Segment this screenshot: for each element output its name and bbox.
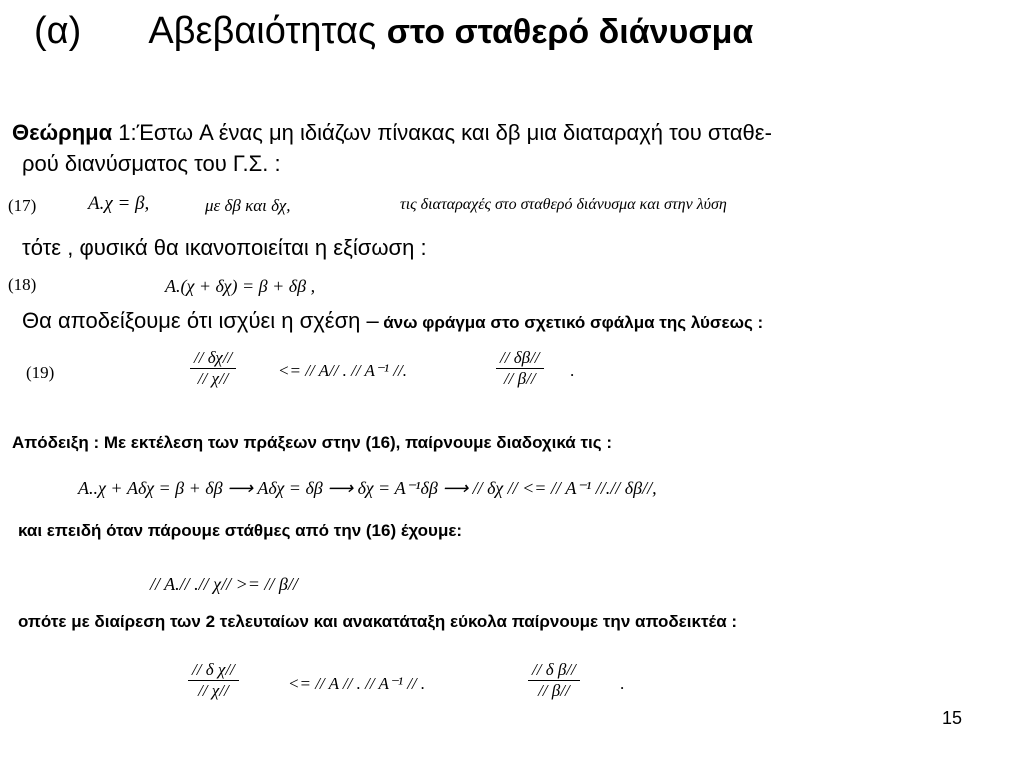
eq19-left-denominator: // χ//	[190, 368, 236, 389]
theorem-text-1: 1:Έστω A ένας μη ιδιάζων πίνακας και δβ μια διαταραχή του σταθε-	[112, 120, 772, 145]
eq18-number: (18)	[8, 275, 37, 294]
eq19-right-numerator: // δβ//	[500, 348, 540, 367]
norms-text: και επειδή όταν πάρουμε στάθμες από την (16) έχουμε:	[18, 521, 463, 540]
final-right-fraction	[528, 660, 580, 701]
eq17-desc: τις διαταραχές στο σταθερό διάνυσμα και στην λύση	[400, 196, 727, 213]
proof-chain: A..χ + Aδχ = β + δβ ⟶ Aδχ = δβ ⟶ δχ = A⁻¹δβ ⟶ // δχ // <= // A⁻¹ //.// δβ//,	[78, 478, 657, 498]
eq19-left-numerator: // δχ//	[194, 348, 233, 367]
prove-text: Θα αποδείξουμε ότι ισχύει η σχέση –	[22, 308, 379, 333]
eq17-lhs: A.χ = β,	[88, 193, 150, 214]
title-bold: στο σταθερό διάνυσμα	[386, 13, 754, 51]
prove-line	[22, 308, 763, 334]
final-left-denominator: // χ//	[188, 680, 239, 701]
division-text: οπότε με διαίρεση των 2 τελευταίων και ανακατάταξη εύκολα παίρνουμε την αποδεικτέα :	[18, 612, 738, 631]
final-end: .	[620, 674, 625, 693]
norm-inequality: // A.// .// χ// >= // β//	[150, 574, 298, 594]
theorem-line1	[12, 120, 772, 146]
eq17-mid: με δβ και δχ,	[205, 196, 291, 215]
eq17-number: (17)	[8, 196, 37, 215]
theorem-line2: ρού διανύσματος του Γ.Σ. :	[22, 151, 281, 176]
eq19-middle: <= // A// . // A⁻¹ //.	[278, 361, 407, 380]
prove-bold: άνω φράγμα στο σχετικό σφάλμα της λύσεως :	[383, 313, 764, 332]
eq19-right-fraction	[496, 348, 544, 389]
page-number: 15	[941, 708, 962, 728]
title-label: (α)	[34, 10, 82, 52]
eq19-end: .	[570, 361, 575, 380]
final-middle: <= // A // . // A⁻¹ // .	[288, 674, 426, 693]
then-text: τότε , φυσικά θα ικανοποιείται η εξίσωση :	[22, 235, 427, 260]
final-right-denominator: // β//	[528, 680, 580, 701]
eq19-right-denominator: // β//	[496, 368, 544, 389]
title-main: Αβεβαιότητας	[148, 10, 377, 52]
final-left-numerator: // δ χ//	[192, 660, 235, 679]
eq18-expr: A.(χ + δχ) = β + δβ ,	[165, 276, 316, 296]
theorem-label: Θεώρημα	[12, 120, 113, 145]
final-right-numerator: // δ β//	[532, 660, 576, 679]
eq19-number: (19)	[26, 363, 55, 382]
final-left-fraction	[188, 660, 239, 701]
eq19-left-fraction	[190, 348, 236, 389]
slide-title	[34, 10, 753, 53]
proof-label: Απόδειξη : Με εκτέλεση των πράξεων στην (16), παίρνουμε διαδοχικά τις :	[12, 433, 612, 452]
